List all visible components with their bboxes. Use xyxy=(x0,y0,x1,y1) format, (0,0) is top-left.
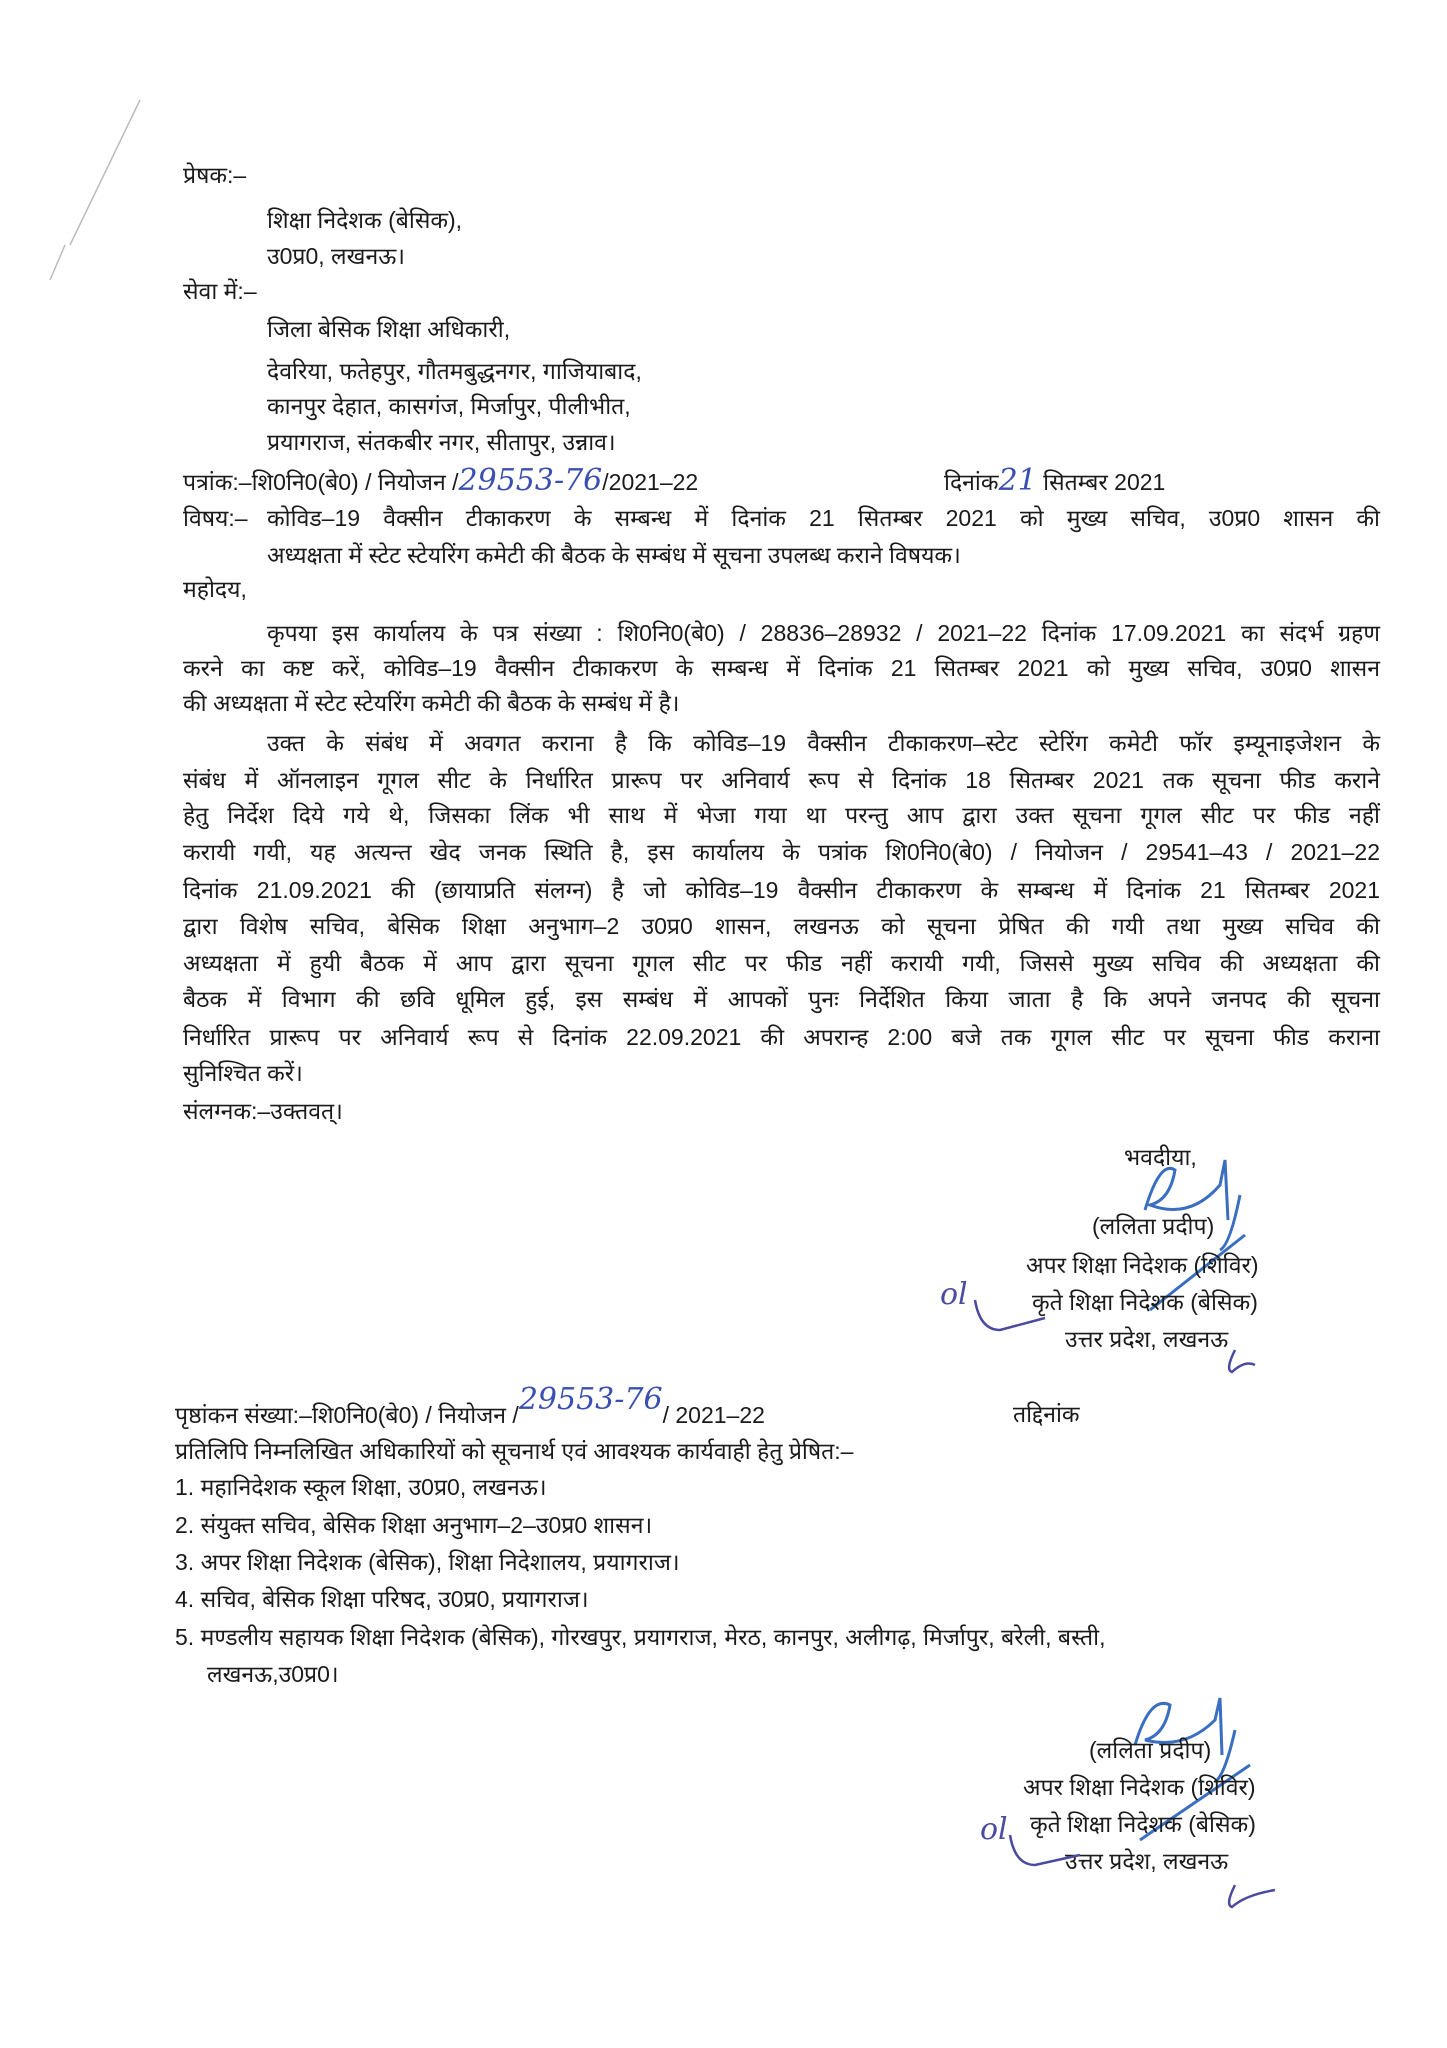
copy-list-item: 1. महानिदेशक स्कूल शिक्षा, उ0प्र0, लखनऊ। xyxy=(175,1474,547,1500)
paragraph-line: संबंध में ऑनलाइन गूगल सीट के निर्धारित प्रारूप पर अनिवार्य रूप से दिनांक 18 सितम्बर 2021 तक सूचना फीड कराने xyxy=(183,767,1380,793)
paragraph-line: हेतु निर्देश दिये गये थे, जिसका लिंक भी साथ में भेजा गया था परन्तु आप द्वारा उक्त सूचना गूगल सीट पर फीड नहीं xyxy=(183,802,1380,828)
sender-line: शिक्षा निदेशक (बेसिक), xyxy=(267,207,463,233)
recipient-line: कानपुर देहात, कासगंज, मिर्जापुर, पीलीभीत, xyxy=(267,393,631,419)
handwritten-endorsement-number: 29553-76 xyxy=(518,1382,663,1417)
copy-list-item: 5. मण्डलीय सहायक शिक्षा निदेशक (बेसिक), गोरखपुर, प्रयागराज, मेरठ, कानपुर, अलीगढ़, मिर्जापुर, बरेली, बस्ती, xyxy=(175,1624,1106,1650)
recipient-line: देवरिया, फतेहपुर, गौतमबुद्धनगर, गाजियाबाद, xyxy=(267,358,642,384)
signatory-name: (ललिता प्रदीप) xyxy=(1092,1213,1215,1239)
sender-label: प्रेषक:– xyxy=(183,162,247,188)
initials: ol xyxy=(980,1812,1008,1847)
paragraph-line: द्वारा विशेष सचिव, बेसिक शिक्षा अनुभाग–2 उ0प्र0 शासन, लखनऊ को सूचना प्रेषित की गयी तथा मुख्य सचिव की xyxy=(183,913,1380,939)
signatory-place: उत्तर प्रदेश, लखनऊ xyxy=(1065,1326,1229,1352)
salutation: महोदय, xyxy=(183,576,247,602)
paragraph-line: की अध्यक्षता में स्टेट स्टेयरिंग कमेटी की बैठक के सम्बंध में है। xyxy=(183,690,680,716)
paragraph-line: करने का कष्ट करें, कोविड–19 वैक्सीन टीकाकरण के सम्बन्ध में दिनांक 21 सितम्बर 2021 को मुख्य सचिव, उ0प्र0 शासन xyxy=(183,655,1380,681)
recipient-line: जिला बेसिक शिक्षा अधिकारी, xyxy=(267,316,511,342)
closing: भवदीया, xyxy=(1124,1144,1197,1170)
reference-prefix: पत्रांक:–शि0नि0(बे0) / नियोजन / xyxy=(183,469,459,495)
endorsement-number xyxy=(175,1382,765,1430)
initials-stroke xyxy=(1000,1830,1300,1920)
recipient-line: प्रयागराज, संतकबीर नगर, सीतापुर, उन्नाव। xyxy=(267,429,616,455)
date-rest: सितम्बर 2021 xyxy=(1043,469,1166,495)
margin-pen-mark xyxy=(30,95,160,285)
paragraph-line: कृपया इस कार्यालय के पत्र संख्या : शि0नि0(बे0) / 28836–28932 / 2021–22 दिनांक 17.09.2021 का संदर्भ ग्रहण xyxy=(267,620,1380,646)
paragraph-line: निर्धारित प्रारूप पर अनिवार्य रूप से दिनांक 22.09.2021 की अपरान्ह 2:00 बजे तक गूगल सीट पर सूचना फीड कराना xyxy=(183,1024,1380,1050)
subject-line: अध्यक्षता में स्टेट स्टेयरिंग कमेटी की बैठक के सम्बंध में सूचना उपलब्ध कराने विषयक। xyxy=(267,542,961,568)
handwritten-reference-number: 29553-76 xyxy=(458,463,603,498)
copy-list-item: 3. अपर शिक्षा निदेशक (बेसिक), शिक्षा निदेशालय, प्रयागराज। xyxy=(175,1549,680,1575)
handwritten-day: 21 xyxy=(998,463,1037,498)
signatory-designation: अपर शिक्षा निदेशक (शिविर) xyxy=(1023,1774,1256,1800)
signatory-place: उत्तर प्रदेश, लखनऊ xyxy=(1065,1848,1229,1874)
paragraph-line: उक्त के संबंध में अवगत कराना है कि कोविड–19 वैक्सीन टीकाकरण–स्टेट स्टेरिंग कमेटी फॉर इम्यूनाइजेशन के xyxy=(267,730,1380,756)
reference-suffix: /2021–22 xyxy=(602,469,699,495)
recipient-label: सेवा में:– xyxy=(183,278,257,304)
reference-number xyxy=(183,463,699,498)
paragraph-line: बैठक में विभाग की छवि धूमिल हुई, इस सम्बंध में आपकों पुनः निर्देशित किया जाता है कि अपने जनपद की सूचना xyxy=(183,986,1380,1012)
endorsement-suffix: / 2021–22 xyxy=(662,1402,765,1428)
endorsement-date: तद्दिनांक xyxy=(1013,1401,1080,1427)
date-label: दिनांक xyxy=(944,469,999,495)
endorsement-intro: प्रतिलिपि निम्नलिखित अधिकारियों को सूचनार्थ एवं आवश्यक कार्यवाही हेतु प्रेषित:– xyxy=(175,1438,854,1464)
copy-list-item: 4. सचिव, बेसिक शिक्षा परिषद, उ0प्र0, प्रयागराज। xyxy=(175,1586,589,1612)
initials: ol xyxy=(940,1277,968,1312)
paragraph-line: दिनांक 21.09.2021 की (छायाप्रति संलग्न) है जो कोविड–19 वैक्सीन टीकाकरण के सम्बन्ध में दिनांक 21 सितम्बर 2021 xyxy=(183,877,1380,903)
signatory-on-behalf: कृते शिक्षा निदेशक (बेसिक) xyxy=(1030,1811,1256,1837)
initials-stroke xyxy=(970,1290,1270,1380)
reference-date xyxy=(944,463,1166,498)
signatory-name: (ललिता प्रदीप) xyxy=(1089,1737,1212,1763)
paragraph-line: अध्यक्षता में हुयी बैठक में आप द्वारा सूचना गूगल सीट पर फीड नहीं करायी गयी, जिससे मुख्य सचिव की अध्यक्षता की xyxy=(183,950,1380,976)
paragraph-line: सुनिश्चित करें। xyxy=(183,1060,303,1086)
subject-line: कोविड–19 वैक्सीन टीकाकरण के सम्बन्ध में दिनांक 21 सितम्बर 2021 को मुख्य सचिव, उ0प्र0 शासन की xyxy=(267,505,1380,531)
copy-list-continuation: लखनऊ,उ0प्र0। xyxy=(207,1661,339,1687)
signatory-on-behalf: कृते शिक्षा निदेशक (बेसिक) xyxy=(1032,1289,1258,1315)
sender-line: उ0प्र0, लखनऊ। xyxy=(267,243,405,269)
signatory-designation: अपर शिक्षा निदेशक (शिविर) xyxy=(1026,1252,1259,1278)
paragraph-line: करायी गयी, यह अत्यन्त खेद जनक स्थिति है, इस कार्यालय के पत्रांक शि0नि0(बे0) / नियोजन / 29541–43 / 2021–22 xyxy=(183,839,1380,865)
copy-list-item: 2. संयुक्त सचिव, बेसिक शिक्षा अनुभाग–2–उ0प्र0 शासन। xyxy=(175,1512,653,1538)
endorsement-prefix: पृष्ठांकन संख्या:–शि0नि0(बे0) / नियोजन / xyxy=(175,1402,519,1428)
enclosure: संलग्नक:–उक्तवत्। xyxy=(183,1098,343,1124)
subject-label: विषय:– xyxy=(183,505,248,531)
